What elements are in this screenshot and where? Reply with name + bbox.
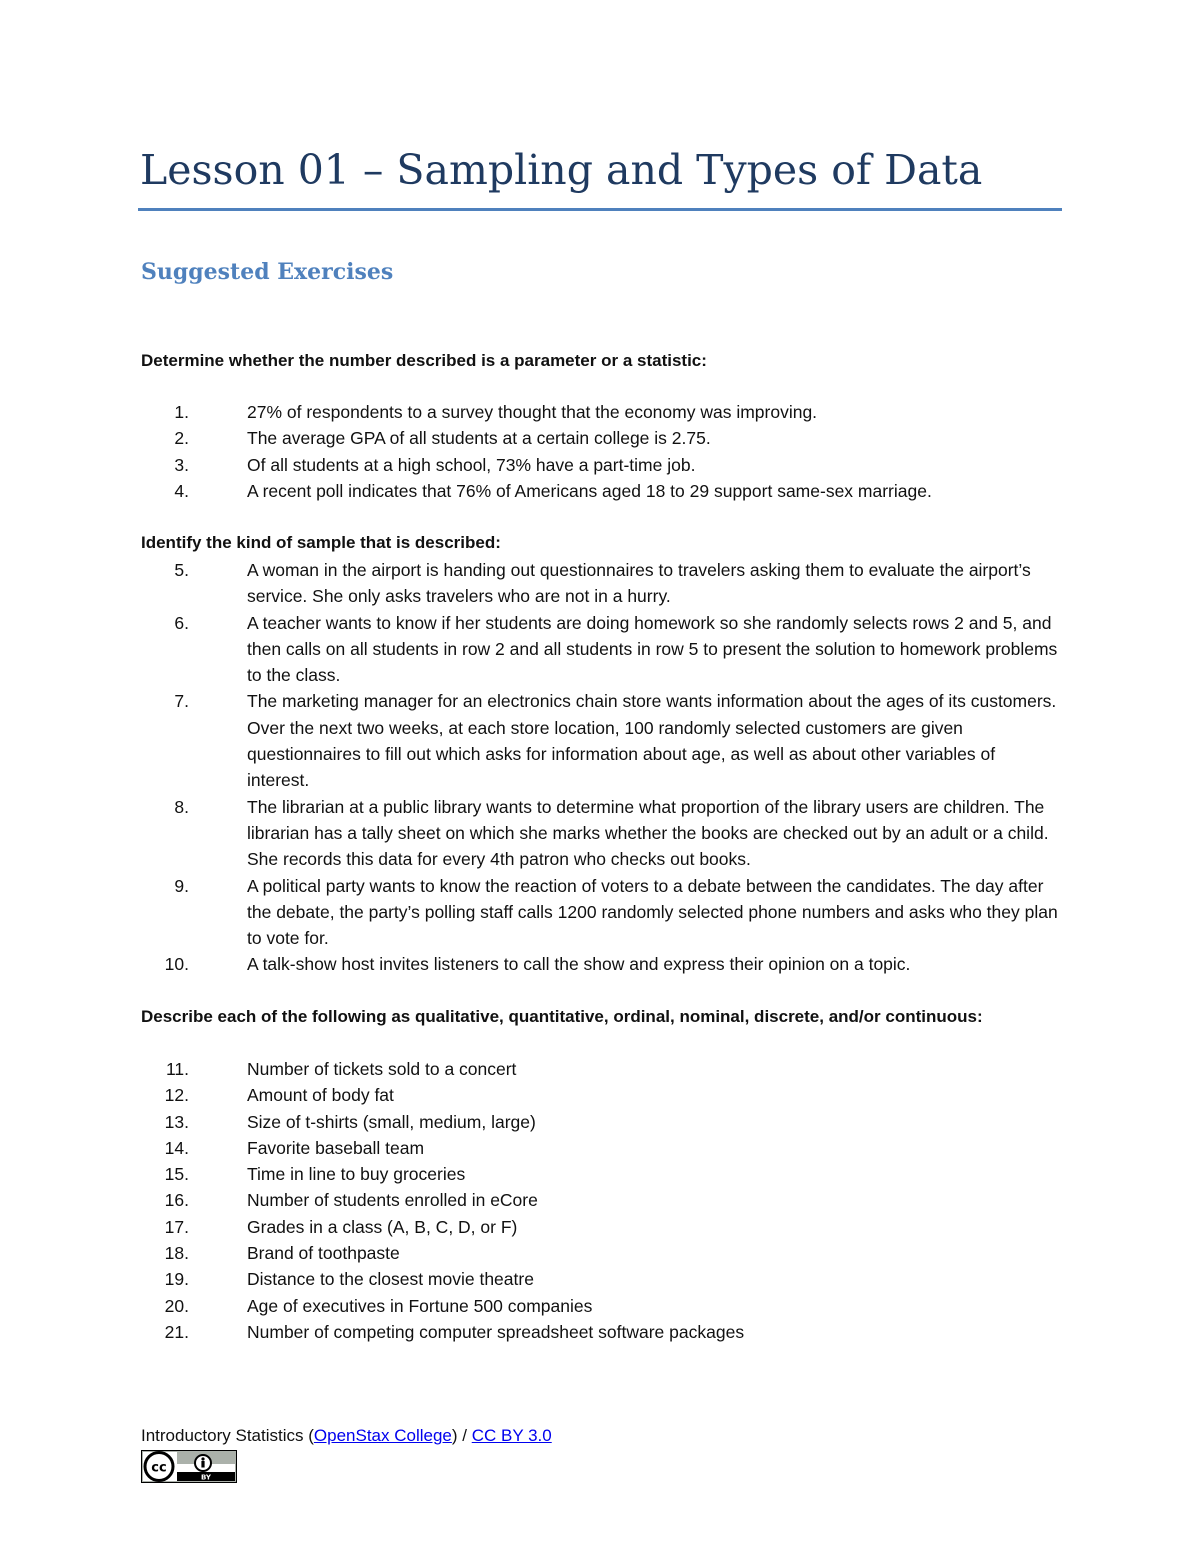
section-heading-data-types: Describe each of the following as qualitative, quantitative, ordinal, nominal, discrete, and/or continuous: (141, 1007, 983, 1026)
item-text: Distance to the closest movie theatre (247, 1269, 534, 1290)
section-subtitle: Suggested Exercises (141, 259, 394, 285)
item-number: 12. (164, 1085, 189, 1106)
item-number: 8. (174, 796, 189, 817)
list-item (141, 425, 1061, 451)
item-number: 15. (164, 1164, 189, 1185)
item-number: 7. (174, 691, 189, 712)
item-text: Size of t-shirts (small, medium, large) (247, 1111, 536, 1132)
item-number: 5. (174, 560, 189, 580)
item-text: The librarian at a public library wants to determine what proportion of the library users are children. The librarian has a tally sheet on which she marks whether the books are checked out by an adult or a child. She records this data for every 4th patron who checks out books. (247, 796, 1049, 870)
list-item (141, 794, 1061, 873)
list-item (141, 1319, 1061, 1345)
footer-prefix: Introductory Statistics ( (141, 1426, 314, 1445)
list-item (141, 557, 1061, 610)
item-text: The average GPA of all students at a certain college is 2.75. (247, 428, 711, 449)
item-text: 27% of respondents to a survey thought that the economy was improving. (247, 402, 818, 422)
list-item (141, 452, 1061, 478)
item-text: Amount of body fat (247, 1085, 394, 1106)
item-text: Brand of toothpaste (247, 1243, 400, 1264)
list-item (141, 688, 1061, 793)
title-underline (138, 208, 1062, 211)
section-heading-sample-kind: Identify the kind of sample that is described: (141, 533, 501, 552)
exercise-list-2 (141, 557, 1061, 978)
item-number: 13. (164, 1111, 189, 1132)
openstax-link[interactable]: OpenStax College (313, 1426, 452, 1445)
list-item (141, 951, 1061, 977)
list-item (141, 610, 1061, 689)
footer-attribution (141, 1424, 552, 1448)
item-text: Time in line to buy groceries (247, 1164, 466, 1185)
item-number: 4. (174, 480, 189, 501)
item-number: 17. (164, 1216, 189, 1237)
list-item (141, 1135, 1061, 1161)
item-text: The marketing manager for an electronics chain store wants information about the ages of its customers. Over the next two weeks, at each store location, 100 randomly selected customers are given questionnaires to fill out which asks for information about age, as well as about other variables of interest. (247, 691, 1057, 791)
item-number: 20. (164, 1295, 189, 1316)
cc-by-logo-text: BY (200, 1473, 212, 1482)
exercise-list-1 (141, 399, 1061, 504)
list-item (141, 873, 1061, 952)
exercise-list-3 (141, 1056, 1061, 1345)
cc-logo-text: cc (151, 1460, 167, 1476)
list-item (141, 478, 1061, 504)
page-title: Lesson 01 – Sampling and Types of Data (140, 146, 983, 194)
item-number: 19. (164, 1269, 189, 1290)
section-heading-parameter-statistic: Determine whether the number described is a parameter or a statistic: (141, 351, 707, 370)
list-item (141, 1187, 1061, 1213)
list-item (141, 1240, 1061, 1266)
item-text: Number of tickets sold to a concert (247, 1059, 517, 1079)
item-number: 21. (164, 1321, 189, 1342)
item-number: 1. (174, 402, 189, 422)
list-item (141, 1266, 1061, 1292)
item-text: A political party wants to know the reaction of voters to a debate between the candidates. The day after the debate, the party’s polling staff calls 1200 randomly selected phone numbers and asks who they plan to vote for. (247, 875, 1058, 949)
item-number: 11. (165, 1059, 189, 1079)
item-text: Age of executives in Fortune 500 companies (247, 1295, 593, 1316)
item-text: Favorite baseball team (247, 1137, 425, 1158)
item-number: 3. (174, 454, 189, 475)
list-item (141, 1082, 1061, 1108)
list-item (141, 1214, 1061, 1240)
item-text: Grades in a class (A, B, C, D, or F) (247, 1216, 518, 1237)
item-text: A woman in the airport is handing out questionnaires to travelers asking them to evaluate the airport’s service. She only asks travelers who are not in a hurry. (247, 560, 1031, 607)
item-number: 14. (164, 1137, 189, 1158)
item-text: A recent poll indicates that 76% of Americans aged 18 to 29 support same-sex marriage. (247, 480, 932, 501)
list-item (141, 1293, 1061, 1319)
cc-by-license-icon[interactable] (141, 1450, 237, 1483)
item-number: 6. (174, 612, 189, 633)
footer-separator: ) / (451, 1426, 472, 1445)
item-number: 18. (164, 1243, 189, 1264)
item-number: 9. (174, 875, 189, 896)
list-item (141, 1109, 1061, 1135)
item-text: A teacher wants to know if her students are doing homework so she randomly selects rows 2 and 5, and then calls on all students in row 2 and all students in row 5 to present the solution to homework problems to the class. (247, 612, 1058, 686)
item-number: 16. (164, 1190, 189, 1211)
list-item (141, 1161, 1061, 1187)
license-link[interactable]: CC BY 3.0 (471, 1426, 552, 1445)
item-text: A talk-show host invites listeners to call the show and express their opinion on a topic. (247, 954, 911, 975)
item-number: 10. (164, 954, 189, 975)
item-text: Of all students at a high school, 73% have a part-time job. (247, 454, 696, 475)
item-text: Number of students enrolled in eCore (247, 1190, 538, 1211)
list-item (141, 1056, 1061, 1082)
item-number: 2. (174, 428, 189, 449)
item-text: Number of competing computer spreadsheet software packages (247, 1321, 745, 1342)
list-item (141, 399, 1061, 425)
